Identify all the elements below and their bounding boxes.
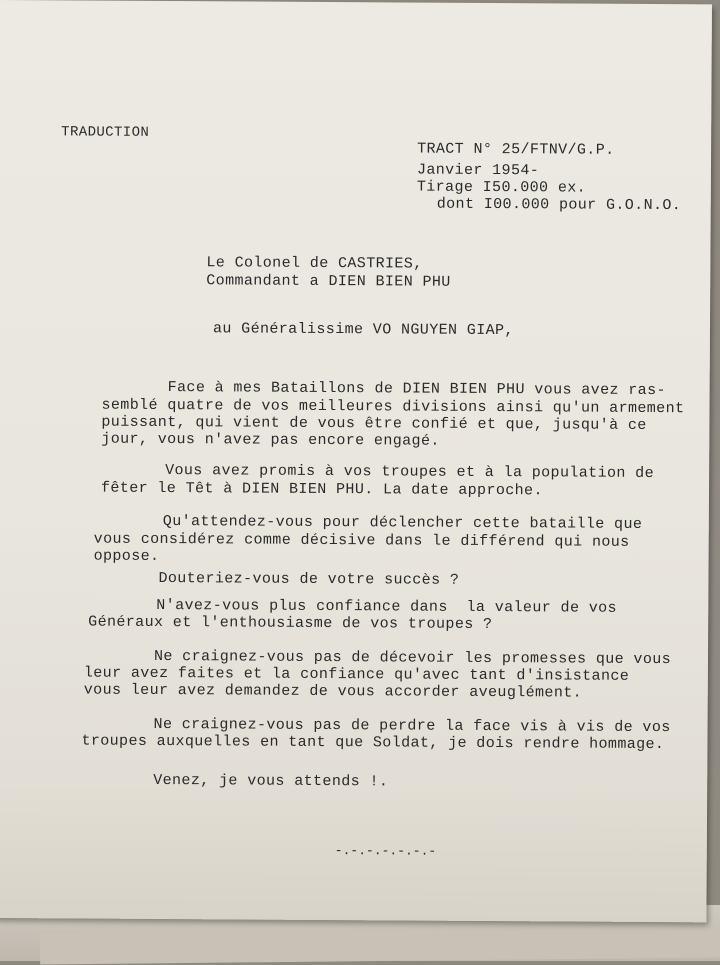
divider: -.-.-.-.-.-.- bbox=[334, 843, 437, 859]
body-line: leur avez faites et la confiance qu'avec tant d'insistance bbox=[83, 664, 630, 685]
body-line: troupes auxquelles en tant que Soldat, je dois rendre hommage. bbox=[81, 732, 665, 754]
translation-label: TRADUCTION bbox=[61, 124, 150, 141]
body-line: Douteriez-vous de votre succès ? bbox=[158, 569, 460, 589]
tract-number: TRACT N° 25/FTNV/G.P. bbox=[417, 140, 615, 159]
body-line: Face à mes Bataillons de DIEN BIEN PHU vous avez ras- bbox=[167, 379, 666, 400]
body-line: Ne craignez-vous pas de perdre la face vis à vis de vos bbox=[153, 715, 671, 737]
print-run: Tirage I50.000 ex. bbox=[416, 178, 587, 197]
body-line: oppose. bbox=[93, 547, 160, 565]
sender-name: Le Colonel de CASTRIES, bbox=[206, 254, 423, 273]
body-line: Ne craignez-vous pas de décevoir les promesses que vous bbox=[153, 647, 672, 669]
body-line: Vous avez promis à vos troupes et à la population de bbox=[165, 462, 655, 483]
body-line: semblé quatre de vos meilleures divisions ainsi qu'un armement bbox=[101, 396, 685, 418]
body-line: Qu'attendez-vous pour déclencher cette bataille que bbox=[162, 513, 643, 533]
body-line: N'avez-vous plus confiance dans la valeur de vos bbox=[156, 596, 618, 617]
tract-date: Janvier 1954- bbox=[416, 161, 540, 180]
body-line: jour, vous n'avez pas encore engagé. bbox=[101, 430, 440, 450]
sender-title: Commandant a DIEN BIEN PHU bbox=[206, 272, 451, 291]
closing-line: Venez, je vous attends !. bbox=[153, 771, 389, 791]
body-line: Généraux et l'enthousiasme de vos troupes ? bbox=[88, 613, 493, 634]
body-line: puissant, qui vient de vous être confié et que, jusqu'à ce bbox=[101, 413, 647, 434]
body-line: fêter le Têt à DIEN BIEN PHU. La date approche. bbox=[100, 479, 543, 500]
print-run-detail: dont I00.000 pour G.O.N.O. bbox=[436, 195, 682, 215]
recipient-line: au Généralissime VO NGUYEN GIAP, bbox=[212, 320, 514, 340]
body-line: vous leur avez demandez de vous accorder aveuglément. bbox=[83, 681, 583, 702]
body-line: vous considérez comme décisive dans le différend qui nous bbox=[93, 530, 630, 551]
